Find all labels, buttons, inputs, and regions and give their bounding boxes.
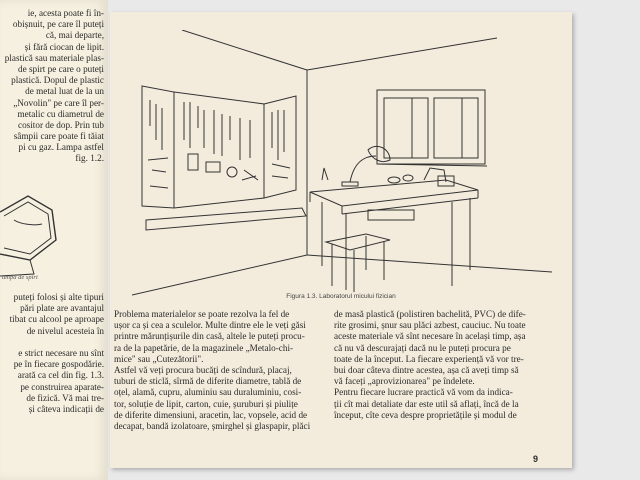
left-page-line: pe construirea aparate- [20,381,104,392]
left-page-line: pe în fiecare gospodărie. [13,359,104,370]
left-page-line: arată ca cel din fig. 1.3. [17,370,104,381]
body-text-line: Pentru fiecare lucrare practică vă vom da indica- [334,387,513,398]
body-text-line: ușor ca și cea a sculelor. Multe dintre ele le veți găsi [114,320,306,331]
body-text-line: decapat, bandă izolatoare, șmirghel și glaspapir, plăci [114,420,311,431]
left-page-text-bottom [0,292,104,415]
body-text-line: tor, soluție de lipit, carton, cuie, șuruburi și piulițe [114,398,298,409]
tool-panel-left [142,86,174,208]
left-page-line: cositor de dop. Prin tub [18,119,104,130]
left-page-line: de fizică. Vă mai tre- [26,392,104,403]
body-text-line: ții cît mai detaliate dar este util să aflați, încă de la [334,398,519,409]
left-page-line: pări plate are avantajul [20,303,104,314]
body-text-line: că nu vă descurajați dacă nu le puteți procura pe [334,342,511,353]
body-text-line: aceste materiale vă sînt necesare în același timp, așa [334,331,526,342]
body-text-line: toate de la început. La fiecare experiență vă vor tre- [334,353,524,364]
left-page-line: că, mai departe, [45,30,104,41]
tool-panel-right [264,96,296,198]
physics-lab-illustration [132,30,552,300]
left-page-text-top [0,8,104,165]
left-page-line: puteți folosi și alte tipuri [13,292,104,302]
page-number: 9 [532,454,538,464]
body-text-line: mice" sau „Cutezătorii". [114,353,204,364]
left-page-line: de nivelul acesteia în [26,325,104,336]
body-text-line: bui doar câteva dintre acestea, așa că aveți timp să [334,364,519,375]
spirit-lamp-illustration [0,190,106,280]
left-page-line: și fără ciocan de lipit. [24,41,104,52]
body-text-line: oțel, alamă, cupru, aluminiu sau duraluminiu, cosi- [114,387,302,398]
body-text-line: rite grosimi, șnur sau plăci azbest, cauciuc. Nu toate [334,320,526,331]
left-page-line: obișnuit, pe care îl puteți [12,19,104,30]
left-page-line: sâmpii care poate fi tăiat [13,131,104,142]
left-page-line: metalic cu diametrul de [17,108,104,119]
body-text-line: printre mărunțișurile din casă, altele le puteți procu- [114,331,305,342]
text-column-left [114,309,324,432]
left-page-line: e strict necesare nu sînt [18,347,104,358]
workbench-top [310,180,478,206]
left-page-line: fig. 1.2. [75,153,104,164]
left-page [0,0,108,480]
left-page-line: ie, acesta poate fi în- [27,8,104,18]
left-page-line: plastică. Dopul de plastic [11,75,104,86]
left-page-line: și câteva indicații de [28,403,104,414]
left-page-line: de spirt pe care o puteți [18,63,104,74]
figure-caption: Figura 1.3. Laboratorul micului fizician [286,293,396,300]
left-page-line [0,337,104,348]
desk-lamp-icon [342,146,390,186]
body-text-line: tuburi de sticlă, sîrmă de diferite diametre, tablă de [114,376,302,387]
left-page-line: tibat cu alcool pe aproape [9,314,104,325]
body-text-line: vă faceți „aprovizionarea" pe îndelete. [334,376,475,387]
body-text-line: început, cîte ceva despre proprietățile și modul de [334,409,517,420]
right-page [110,12,572,468]
window [377,90,485,164]
left-page-line: „Novolin" pe care îl per- [13,97,104,108]
hanging-tools-icon [148,100,290,188]
text-column-right [334,309,562,421]
body-text-line: ra de la papetărie, de la magazinele „Metalo-chi- [114,342,294,353]
stool [326,234,390,250]
wall-shelf [146,208,306,230]
body-text-line: de diferite dimensiuni, aracetin, lac, vopsele, acid de [114,409,308,420]
workbench-drawer [368,210,414,220]
body-text-line: de masă plastică (polistiren bachelită, PVC) de dife- [334,309,526,319]
left-page-line: de metal luat de la un [25,86,104,97]
spirit-lamp-caption: ampa de spirt [2,274,38,281]
body-text-line: Problema materialelor se poate rezolva la fel de [114,309,290,319]
left-page-line: pi cu gaz. Lampa astfel [18,142,104,153]
left-page-line: plastică sau materiale plas- [4,52,104,63]
body-text-line: Astfel vă veți procura bucăți de scîndură, placaj, [114,364,292,375]
